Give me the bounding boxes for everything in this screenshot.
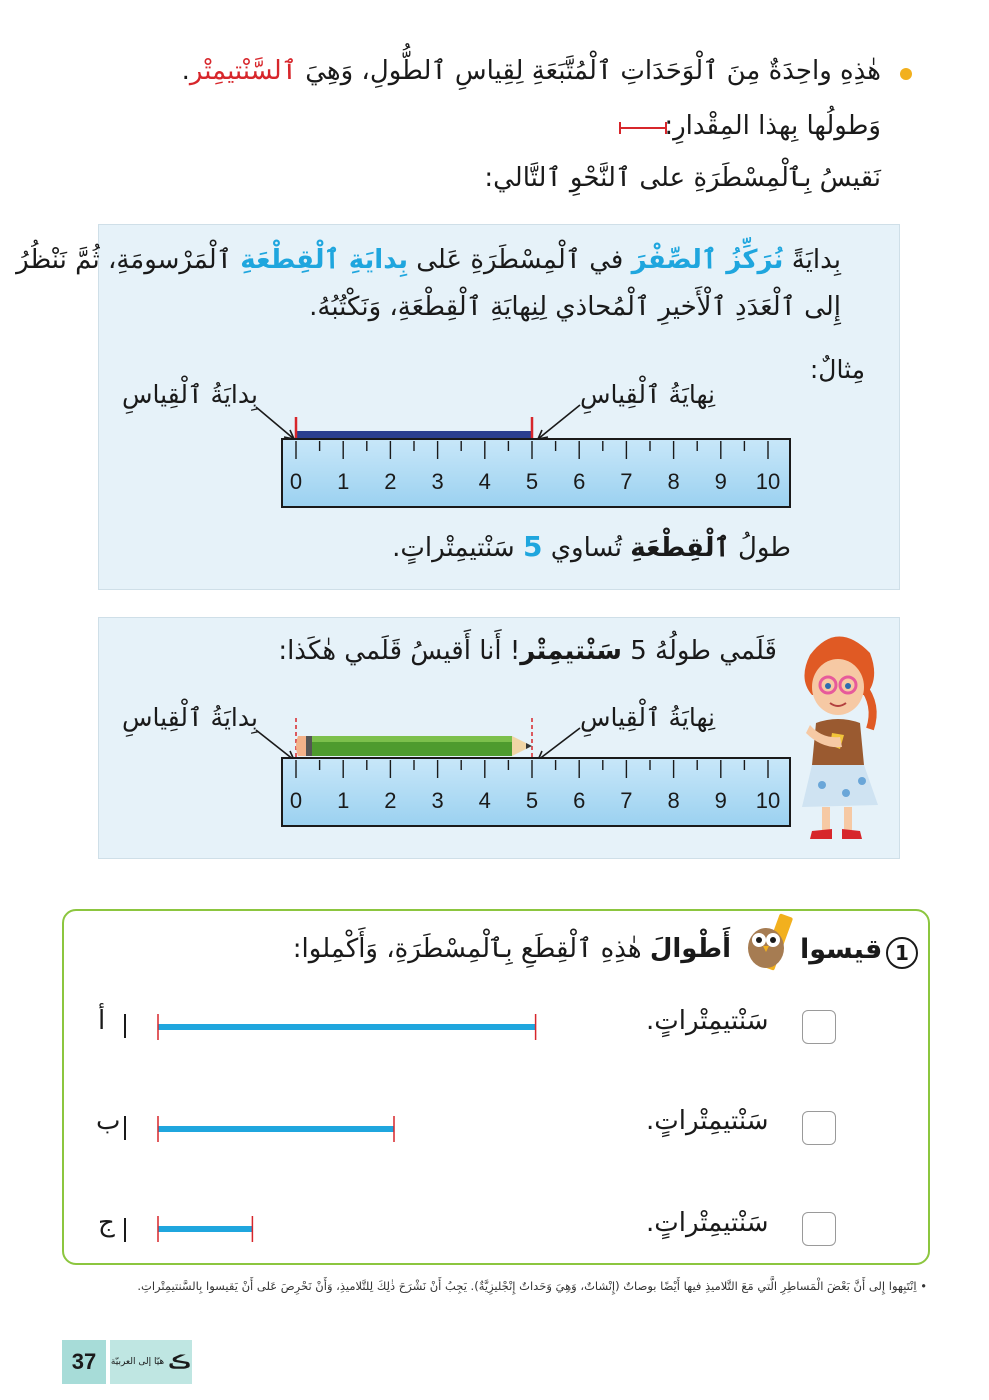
answer-box-b[interactable]	[802, 1111, 836, 1145]
bullet-dot	[900, 68, 912, 80]
speech-part: ! أَنا أَقيسُ قَلَمي هٰكَذا:	[278, 636, 521, 666]
girl-character-image	[782, 625, 892, 855]
measure-end-label: نِهايَةُ ٱلْقِياسِ	[580, 380, 715, 409]
letter-divider	[124, 1014, 126, 1038]
brand-logo	[110, 1340, 192, 1384]
segment-bar	[158, 1126, 394, 1132]
intro-line-2: وَطولُها بِهذا المِقْدارِ:	[664, 111, 881, 141]
ruler-number: 3	[431, 469, 444, 494]
ruler-number: 4	[478, 788, 491, 813]
result-bold: ٱلْقِطْعَةِ	[630, 533, 730, 563]
ruler-number: 0	[289, 788, 303, 813]
ruler-number: 8	[667, 788, 680, 813]
arrow-to-end	[538, 405, 580, 439]
result-part: تُساوي	[542, 533, 631, 563]
segment-letter-c: ج	[98, 1208, 115, 1238]
ruler-number: 9	[714, 469, 727, 494]
segment-bar	[158, 1226, 252, 1232]
unit-label-c: سَنْتيمِتْراتٍ.	[646, 1208, 769, 1238]
answer-box-a[interactable]	[802, 1010, 836, 1044]
ruler-number: 7	[620, 469, 633, 494]
unit-label-b: سَنْتيمِتْراتٍ.	[646, 1106, 769, 1136]
ruler-number: 9	[714, 788, 727, 813]
segment-bar	[158, 1024, 536, 1030]
result-part: طولُ	[729, 533, 791, 563]
page-number: 37	[71, 1349, 97, 1374]
panel1-result	[392, 530, 791, 563]
exercise-verb: قيسوا	[800, 934, 883, 965]
speech-part: قَلَمي طولُهُ 5	[621, 636, 777, 666]
brand-name: هيّا إلى العربيّة	[110, 1357, 165, 1367]
panel1-paragraph-line1	[16, 245, 841, 275]
emphasis-segment-start: بِدايَةِ ٱلْقِطْعَةِ	[240, 245, 408, 275]
ruler-example-1	[250, 395, 810, 515]
result-part: سَنْتيمِتْراتٍ.	[392, 533, 523, 563]
segment-c	[150, 1214, 550, 1244]
intro-text: هٰذِهِ واحِدَةٌ مِنَ ٱلْوَحَدَاتِ ٱلْمُتَّبَعَةِ لِقِياسِ ٱلطُّولِ، وَهِيَ	[296, 56, 881, 86]
owl-ruler-icon	[740, 910, 800, 972]
measure-start-label: بِدايَةُ ٱلْقِياسِ	[122, 703, 258, 732]
instruction-rest: هٰذِهِ ٱلْقِطَعِ بِٱلْمِسْطَرَةِ، وَأَكْمِلوا:	[292, 934, 650, 964]
exercise-number-badge: 1	[886, 937, 918, 969]
ruler-number: 6	[573, 788, 586, 813]
segment-b	[150, 1114, 550, 1144]
ruler-number: 1	[337, 788, 350, 813]
ruler-number: 3	[431, 788, 444, 813]
letter-divider	[124, 1116, 126, 1140]
teacher-footnote: • اِنْتَبِهوا إِلى أَنَّ بَعْضَ الْمَساطِرِ الَّتي مَعَ التَّلاميذِ فيها أَيْضًا بوصاتٌ (إِنْشاتٌ، وَهِيَ وَحَداتٌ إِنْجْليزِيَّةٌ). يَجِبُ أَنْ نَشْرَحَ ذٰلِكَ لِلتَّلاميذِ، وَأَنْ نَحْرِصَ عَلى أَنْ يَقيسوا بِالسَّنتيمِتْراتِ.	[137, 1279, 927, 1293]
centimeter-word: ٱلسَّنْتيمِتْر	[189, 56, 297, 86]
answer-box-c[interactable]	[802, 1212, 836, 1246]
ruler-number: 10	[755, 469, 781, 494]
arrow-to-start	[256, 730, 294, 760]
segment-a	[150, 1012, 550, 1042]
instruction-bold: أَطْوالَ	[649, 934, 731, 964]
ruler-number: 0	[289, 469, 303, 494]
ruler-number: 10	[755, 788, 781, 813]
girl-speech	[278, 636, 777, 666]
one-centimeter-sample	[618, 120, 668, 136]
ruler-number: 4	[478, 469, 491, 494]
intro-line-1	[182, 56, 881, 86]
measure-start-label: بِدايَةُ ٱلْقِياسِ	[122, 380, 258, 409]
pencil-image	[296, 736, 532, 756]
panel1-paragraph-line2: إِلى ٱلْعَدَدِ ٱلْأَخيرِ ٱلْمُحاذي لِنِهايَةِ ٱلْقِطْعَةِ، وَنَكْتُبُهُ.	[309, 292, 841, 322]
segment-letter-a: أ	[98, 1006, 106, 1036]
ruler-number: 2	[384, 788, 397, 813]
segment-letter-b: ب	[96, 1106, 121, 1136]
brand-mark-icon: ڪ	[168, 1351, 192, 1373]
ruler-number: 7	[620, 788, 633, 813]
p-part: ٱلْمَرْسومَةِ، ثُمَّ نَنْظُرُ	[16, 245, 241, 275]
arrow-to-start	[256, 407, 294, 439]
unit-label-a: سَنْتيمِتْراتٍ.	[646, 1006, 769, 1036]
measured-segment	[296, 431, 532, 439]
result-number: 5	[522, 530, 543, 563]
p-part: بِدايَةً	[783, 245, 841, 275]
ruler-number: 5	[525, 469, 539, 494]
ruler-number: 2	[384, 469, 397, 494]
ruler-number: 6	[573, 469, 586, 494]
measure-end-label: نِهايَةُ ٱلْقِياسِ	[580, 703, 715, 732]
speech-bold: سَنْتيمِتْر	[520, 636, 622, 666]
letter-divider	[124, 1218, 126, 1242]
ruler-number: 8	[667, 469, 680, 494]
example-label: مِثالٌ:	[809, 355, 865, 384]
ruler-number: 5	[525, 788, 539, 813]
ruler-number: 1	[337, 469, 350, 494]
p-part: في ٱلْمِسْطَرَةِ عَلى	[408, 245, 632, 275]
intro-line-3: نَقيسُ بِٱلْمِسْطَرَةِ على ٱلنَّحْوِ ٱلتَّالي:	[484, 163, 881, 193]
intro-period: .	[181, 56, 190, 86]
arrow-to-end	[538, 728, 580, 760]
exercise-instruction	[293, 934, 731, 964]
emphasis-zero: نُرَكِّزُ ٱلصِّفْرَ	[631, 245, 784, 275]
ruler-example-2	[250, 718, 810, 830]
